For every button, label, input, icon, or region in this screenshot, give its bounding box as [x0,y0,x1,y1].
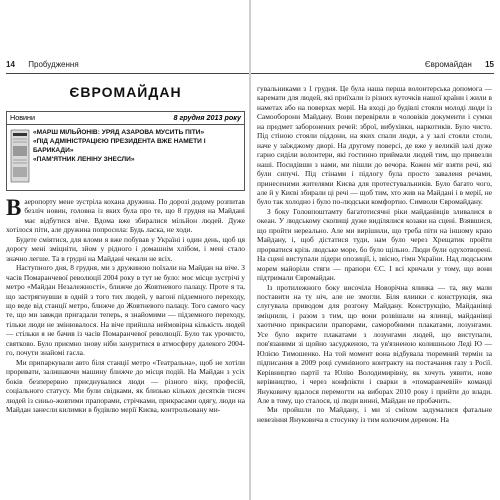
left-body-text [6,197,245,414]
headline: «МАРШ МІЛЬЙОНІВ: УРЯД АЗАРОВА МУСИТЬ ПІТИ» [33,129,205,136]
paragraph: Із протилежного боку височіла Новорічна ялинка — та, яку мали поставити на ту ніч, але не змогли. Біля ялинки є конструкція, яка слугувала приводом для розгону Майдану. Конструкцію, Майданівці зміцнили, і разом з тим, що вони розвішали на ялинці, майданівці хаотично прикрасили прапорами, саморобними плакатами, лозунгами. Усе було вкрите плакатами з лозунгами людей, що виступали, пов'язаними зі щойно засудженою, та ув'язненою колишньою Леді Ю — Юлією Тимошенко. На той момент вона відбувала тюремний термін за підписання в 2009 році сумнівного контракту на постачання газу з Росії. Керівництво партії та Юлію Володимирівну, як хочуть уявити, нове керівництво, і через конфлікти і сварки в «помаранчевій» команді Януковичу вдалося перемогти на виборах 2010 року і прийти до влади. Але в тому, що сталося, ці люди винні, Майдан не пробачить. [257,282,492,405]
headline: «ПАМ'ЯТНИК ЛЕНІНУ ЗНЕСЛИ» [33,156,135,163]
right-page [251,0,500,500]
news-label: Новини [10,113,36,122]
news-box [6,111,245,191]
header-rule [251,73,494,74]
news-date: 8 грудня 2013 року [173,113,241,122]
paragraph: Ми припаркували авто біля станції метро «Театральна», щоб не хотіли проривати, залишаючи машину ближче до місця подій. На Майдан з усіх боків безперервно приєднувалися люди — різного віку, професій, соціального статусу. Ми були свідками, як близько кількох десятків тисяч людей із синьо-жовтими прапорами, стрічками, прикрасами одягу, люди на Майдан занесли килимки в будівлю мерії Києва, контрольовану ми- [6,357,245,414]
paragraph: Ми пройшли по Майдану, і ми зі сміхом задумалися фатальне невезіння Януковича в стосунку із тим колючим деревом. На [257,405,492,424]
paragraph: Будете сміятися, для вломи я вже побував у Україні і один день, щоб ця дорогу мені зміцніти, зйом у рідного і домашнім хлібом, і мені стало значно легше. Та в грудні на Майдані чекали не всіх. [6,234,245,263]
drop-cap: В [6,195,22,220]
right-body-text [257,84,492,424]
right-page-header [251,60,494,69]
page-number: 14 [6,60,15,69]
headline: «ПІД АДМІНІСТРАЦІЄЮ ПРЕЗИДЕНТА ВЖЕ НАМЕТИ І БАРИКАДИ» [33,138,206,154]
paragraph: гувальниками з 1 грудня. Це була наша перша волонтерська допомога — каремати для людей, які приїхали із різних куточків нашої країни і жили в наметах або на поверхах мерії. На вході до будівлі стояли молоді люди із Самооборони Майдану. Вони перевіряли в чоловіків документи і сумки на предмет заборонених речей: зброї, вибухівки, наркотиків. Було чисто. Під стіною стояли піддони, на яких спали люди, а у залі стояли столи, наче у заїжджому дворі. На другому поверсі, де вже у великій залі дуже гарно сиділи волонтери, які гостинно приймали людей тим, що привезли наші. Посидівши з нами, ми пішли до вечора. Кожен міг взяти речі, які були сипучі. Під стінами і підлогу була просто заваленя речами, принесеними жителями Києва для протестувальників. Було багато чого, але й у Києві збирали ці речі — щоб тим, хто жив на Майдані і в мерії, не було так холодно і було по-людськи комфортно. Символи Євромайдану. [257,84,492,207]
running-head: Євромайдан [424,60,472,69]
page-number: 15 [485,60,494,69]
running-head: Пробудження [28,60,79,69]
chapter-title: ЄВРОМАЙДАН [69,84,182,100]
paragraph: Наступного дня, 8 грудня, ми з дружиною поїхали на Майдан на віче. З часів Помаранчевої революції 2004 року в тут не було: моє місце зустрічі у метро «Майдан Незалежності», ближче до Жовтневого палацу. Проте я та, що застрягнувши в одній з того тих людей, у вагоні підземного переходу, що веде від станції метро, ближче до Жовтневого палацу. Того самого часу те, що ми завжди пригадали теперь, я знайомими — підземного переходу, тільки люди не змінювалося. На віче прийшла неймовірна кількість людей — стільки я не бачив із часів Помаранчевої революції. Було так урочисто, святково. Було приємно знову ніби зануритися в атмосферу далекого 2004-го, почути знайомі гасла. [6,263,245,358]
news-box-header [7,112,244,125]
newspaper-stack-icon [10,128,30,184]
headline-list [33,128,241,164]
paragraph: З боку Головпоштамту багатотисячні ріки майданівців зливалися в океан. У людському скопищі дуже виділялися козаки на сцені. Взявшися, що пройти нереально. Але ми вирішили, що треба піти на іншому краю Майдану, і, щоб дістатися туди, нам було через Хрещатик пройти прорватися крізь людське море, бо було щільно. Люди були одухотворені. На сцені виступали лідери опозиції, і, звісно, гімн України. Над людським морем майоріли стяги — прапори ЄС. І всі кричали у тому, що вони підтримали Євромайдан. [257,206,492,283]
left-page [0,0,249,500]
left-page-header [6,60,249,69]
paragraph: Ваеропорту мене зустріла кохана дружина. По дорозі додому розпитав безліч новин, головна із яких була про те, що 8 грудня на Майдані має відбутися віче. Вдома вже збиралися мільйон людей. Дуже хотілося піти, але дружина попросила: Будь ласка, не ходи. [6,195,245,235]
header-rule [6,73,249,74]
